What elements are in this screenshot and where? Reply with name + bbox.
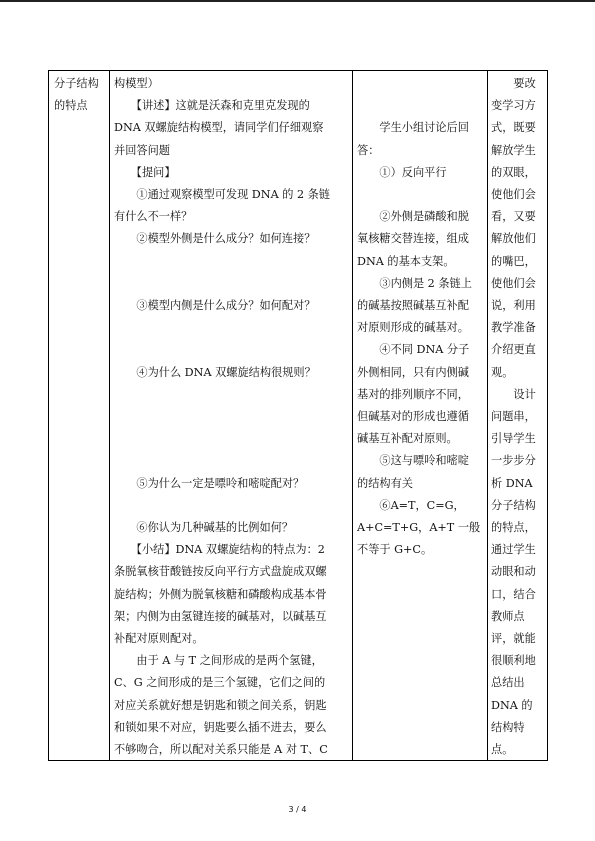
text-line: 引导学生 xyxy=(491,432,536,446)
text-line: 不等于 G+C。 xyxy=(357,543,433,557)
text-line: 很顺利地 xyxy=(491,654,536,668)
text-line xyxy=(114,495,330,517)
table-top-rule xyxy=(48,70,548,71)
text-line xyxy=(357,95,480,117)
teacher-activity-cell xyxy=(114,73,330,761)
text-line: 氧核糖交替连接，组成 xyxy=(357,232,469,246)
col-divider-3 xyxy=(487,70,488,761)
text-line: 介绍更直 xyxy=(491,343,536,357)
top-border xyxy=(0,0,595,2)
text-line: 条脱氧核苷酸链按反向平行方式盘旋成双螺 xyxy=(114,565,327,579)
text-line: 的碱基按照碱基互补配 xyxy=(357,299,469,313)
text-line: 的特点， xyxy=(491,521,536,535)
student-activity-cell xyxy=(357,73,480,561)
text-line: 设计 xyxy=(491,387,536,401)
text-line: 对原则形成的碱基对。 xyxy=(357,321,469,335)
text-line: 解放他们 xyxy=(491,232,536,246)
text-line xyxy=(114,450,330,472)
text-line: 架；内侧为由氢键连接的碱基对，以碱基互 xyxy=(114,609,327,623)
text-line xyxy=(114,317,330,339)
text-line: ④为什么 DNA 双螺旋结构很规则？ xyxy=(114,365,316,379)
text-line: 基对的排列顺序不同， xyxy=(357,387,469,401)
text-line: 变学习方 xyxy=(491,99,536,113)
text-line xyxy=(114,339,330,361)
text-line: ⑥你认为几种碱基的比例如何？ xyxy=(114,521,294,535)
text-line xyxy=(114,428,330,450)
text-line: 一步步分 xyxy=(491,454,536,468)
table-left-rule xyxy=(48,70,49,761)
text-line: ①通过观察模型可发现 DNA 的 2 条链 xyxy=(114,188,330,202)
text-line: 【小结】DNA 双螺旋结构的特点为：2 xyxy=(114,543,325,557)
text-line: ⑤这与嘌呤和嘧啶 xyxy=(357,454,469,468)
text-line: 观。 xyxy=(491,365,514,379)
section-title-cell xyxy=(54,73,99,117)
text-line: DNA 的基本支架。 xyxy=(357,254,455,268)
text-line: 使他们会 xyxy=(491,188,536,202)
text-line xyxy=(357,73,480,95)
text-line: 分子结构 xyxy=(491,498,536,512)
col-divider-2 xyxy=(352,70,353,761)
text-line xyxy=(114,273,330,295)
text-line: 的特点 xyxy=(54,99,88,113)
text-line: 结构特 xyxy=(491,720,525,734)
text-line: 对应关系就好想是钥匙和锁之间关系，钥匙 xyxy=(114,698,327,712)
text-line: 教师点 xyxy=(491,609,525,623)
text-line: 析 DNA xyxy=(491,476,533,490)
text-line: ⑥A=T，C=G， xyxy=(357,498,465,512)
text-line: ④不同 DNA 分子 xyxy=(357,343,470,357)
text-line: ③内侧是 2 条链上 xyxy=(357,276,472,290)
text-line: 学生小组讨论后回 xyxy=(357,121,469,135)
text-line: 由于 A 与 T 之间形成的是两个氢键， xyxy=(114,654,323,668)
text-line: 解放学生 xyxy=(491,143,536,157)
text-line: ②模型外侧是什么成分？如何连接？ xyxy=(114,232,316,246)
col-divider-1 xyxy=(109,70,110,761)
text-line: 【讲述】这就是沃森和克里克发现的 xyxy=(114,99,310,113)
text-line: ③模型内侧是什么成分？如何配对？ xyxy=(114,299,316,313)
text-line: 说，利用 xyxy=(491,299,536,313)
text-line: 使他们会 xyxy=(491,276,536,290)
text-line: 的双眼， xyxy=(491,165,536,179)
text-line: 评，就能 xyxy=(491,632,536,646)
text-line: 的结构有关 xyxy=(357,476,413,490)
text-line: 不够吻合，所以配对关系只能是 A 对 T、C xyxy=(114,743,328,757)
text-line: DNA 的 xyxy=(491,698,533,712)
text-line: ②外侧是磷酸和脱 xyxy=(357,210,469,224)
text-line: ①）反向平行 xyxy=(357,165,447,179)
text-line xyxy=(114,384,330,406)
text-line: 通过学生 xyxy=(491,543,536,557)
text-line: ⑤为什么一定是嘌呤和嘧啶配对？ xyxy=(114,476,305,490)
text-line: 分子结构 xyxy=(54,77,99,90)
design-intent-cell xyxy=(491,73,536,761)
text-line xyxy=(357,184,480,206)
text-line: 动眼和动 xyxy=(491,565,536,579)
table-right-rule xyxy=(547,70,548,761)
page-number: 3 / 4 xyxy=(288,805,307,814)
text-line: 点。 xyxy=(491,743,514,757)
text-line: 有什么不一样？ xyxy=(114,210,193,224)
text-line: 看，又要 xyxy=(491,210,536,224)
text-line: 口，结合 xyxy=(491,587,536,601)
text-line: 式，既要 xyxy=(491,121,536,135)
text-line: 并回答问题 xyxy=(114,143,170,157)
text-line: 问题串， xyxy=(491,410,536,424)
text-line: 但碱基对的形成也遵循 xyxy=(357,410,469,424)
text-line: 碱基互补配对原则。 xyxy=(357,432,458,446)
text-line: DNA 双螺旋结构模型，请同学们仔细观察 xyxy=(114,121,324,135)
text-line: 和锁如果不对应，钥匙要么插不进去，要么 xyxy=(114,720,327,734)
text-line: 【提问】 xyxy=(114,165,176,179)
text-line: 构模型） xyxy=(114,77,159,90)
text-line xyxy=(114,251,330,273)
text-line: 补配对原则配对。 xyxy=(114,632,204,646)
text-line: C、G 之间形成的是三个氢键，它们之间的 xyxy=(114,676,326,690)
text-line: 教学准备 xyxy=(491,321,536,335)
text-line: 外侧相同，只有内侧碱 xyxy=(357,365,469,379)
text-line xyxy=(114,406,330,428)
text-line: 答： xyxy=(357,143,380,157)
text-line: A+C=T+G，A+T 一般 xyxy=(357,521,481,535)
text-line: 旋结构；外侧为脱氧核糖和磷酸构成基本骨 xyxy=(114,587,327,601)
text-line: 的嘴巴， xyxy=(491,254,536,268)
text-line: 总结出 xyxy=(491,676,525,690)
text-line: 要改 xyxy=(491,77,536,90)
